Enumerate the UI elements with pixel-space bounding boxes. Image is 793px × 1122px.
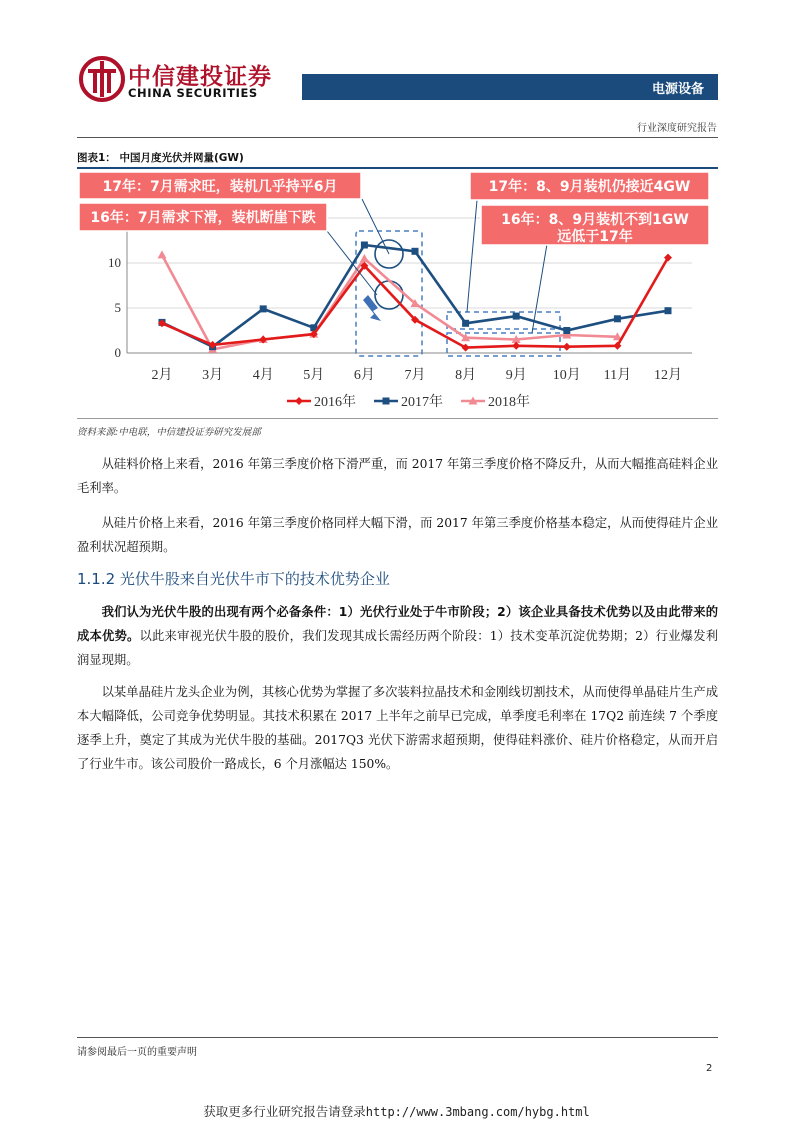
legend-label: 2016年 [314,395,356,410]
series-line [162,245,668,347]
annotation-text: 16年：7月需求下滑，装机断崖下跌 [90,210,316,226]
annotation-text: 远低于17年 [557,229,633,245]
x-tick-label: 2月 [151,368,173,383]
annotation-2016-july [79,203,327,231]
header-bar [302,74,718,100]
data-point [563,343,571,351]
paragraph-silicon-price: 从硅料价格上来看，2016 年第三季度价格下滑严重，而 2017 年第三季度价格不降反升，从而大幅推高硅料企业毛利率。 [77,457,718,495]
series-line [162,255,617,350]
paragraph-case-study: 以某单晶硅片龙头企业为例，其核心优势为掌握了多次装料拉晶技术和金刚线切割技术，从而使得单晶硅片生产成本大幅降低，公司竞争优势明显。其技术积累在 2017 上半年之前早已完成，单季度毛利率在 17Q2 前连续 7 个季度逐季上升，奠定了其成为光伏牛股的基础。2017Q3 光伏下游需求超预期，使得硅料涨价、硅片价格稳定，从而开启了行业牛市。该公司股价一路成长，6 个月涨幅达 150%。 [77,685,718,771]
highlight-circle-2016 [375,281,403,309]
series-2018年 [158,250,622,353]
x-tick-label: 7月 [404,368,426,383]
connector-line [532,244,547,333]
paragraph-two-conditions [77,600,718,672]
connector-line [467,200,477,312]
data-point [563,327,570,334]
legend-label: 2017年 [401,395,443,410]
data-point [665,307,672,314]
data-point [295,397,303,405]
china-securities-logo [78,55,126,103]
x-tick-label: 3月 [202,368,224,383]
footer-divider [77,1037,718,1038]
x-tick-label: 5月 [303,368,325,383]
figure-title: 图表1： 中国月度光伏并网量(GW) [77,152,244,164]
x-tick-label: 6月 [353,368,375,383]
paragraph-rest: 以此来审视光伏牛股的股价，我们发现其成长需经历两个阶段：1）技术变革沉淀优势期；2）行业爆发利润显现期。 [77,629,718,667]
data-point [513,313,520,320]
section-heading: 1.1.2 光伏牛股来自光伏牛市下的技术优势企业 [77,570,390,588]
brand-name-en: CHINA SECURITIES [128,86,258,100]
annotation-text: 17年：8、9月装机仍接近4GW [488,179,691,195]
legend-item-2017年 [374,393,443,410]
promo-line [0,1102,793,1120]
promo-url-link[interactable]: http://www.3mbang.com/hybg.html [365,1105,590,1119]
key-statement: 我们认为光伏牛股的出现有两个必备条件：1）光伏行业处于牛市阶段；2）该企业具备技术优势以及由此带来的成本优势。 [77,605,718,643]
y-tick-label: 0 [114,345,121,360]
annotation-2016-aug-sep [481,205,709,245]
annotation-2017-july [79,172,361,199]
data-point [462,320,469,327]
x-tick-label: 8月 [455,368,477,383]
y-tick-label: 10 [108,255,121,270]
annotation-text: 17年：7月需求旺，装机几乎持平6月 [102,179,338,195]
paragraph-wafer-price: 从硅片价格上来看，2016 年第三季度价格同样大幅下滑，而 2017 年第三季度价格基本稳定，从而使得硅片企业盈利状况超预期。 [77,516,718,554]
brand-name-cn: 中信建投证券 [128,64,272,90]
data-point [360,254,369,262]
annotation-2017-aug-sep [470,172,709,200]
x-tick-label: 11月 [603,368,632,383]
x-tick-label: 10月 [552,368,581,383]
legend-item-2018年 [461,393,530,410]
legend-label: 2018年 [488,395,530,410]
x-tick-label: 12月 [654,368,682,383]
industry-label: 电源设备 [651,82,704,97]
report-type: 行业深度研究报告 [637,123,717,134]
data-point [412,248,419,255]
pv-monthly-chart [77,169,718,415]
source-divider [77,418,718,419]
promo-text: 获取更多行业研究报告请登录 [203,1104,366,1119]
header-divider [77,137,718,138]
disclaimer-link[interactable]: 请参阅最后一页的重要声明 [77,1047,197,1058]
figure-source: 资料来源:中电联，中信建投证券研究发展部 [77,427,261,438]
x-tick-label: 4月 [252,368,274,383]
data-point [260,305,267,312]
data-point [361,242,368,249]
annotation-text: 16年：8、9月装机不到1GW [501,212,689,228]
y-tick-label: 5 [114,300,121,315]
series-2017年 [159,242,672,351]
data-point [383,398,390,405]
data-point [158,250,167,258]
page-number: 2 [706,1063,713,1074]
legend-item-2016年 [287,393,356,410]
x-tick-label: 9月 [505,368,527,383]
data-point [614,315,621,322]
